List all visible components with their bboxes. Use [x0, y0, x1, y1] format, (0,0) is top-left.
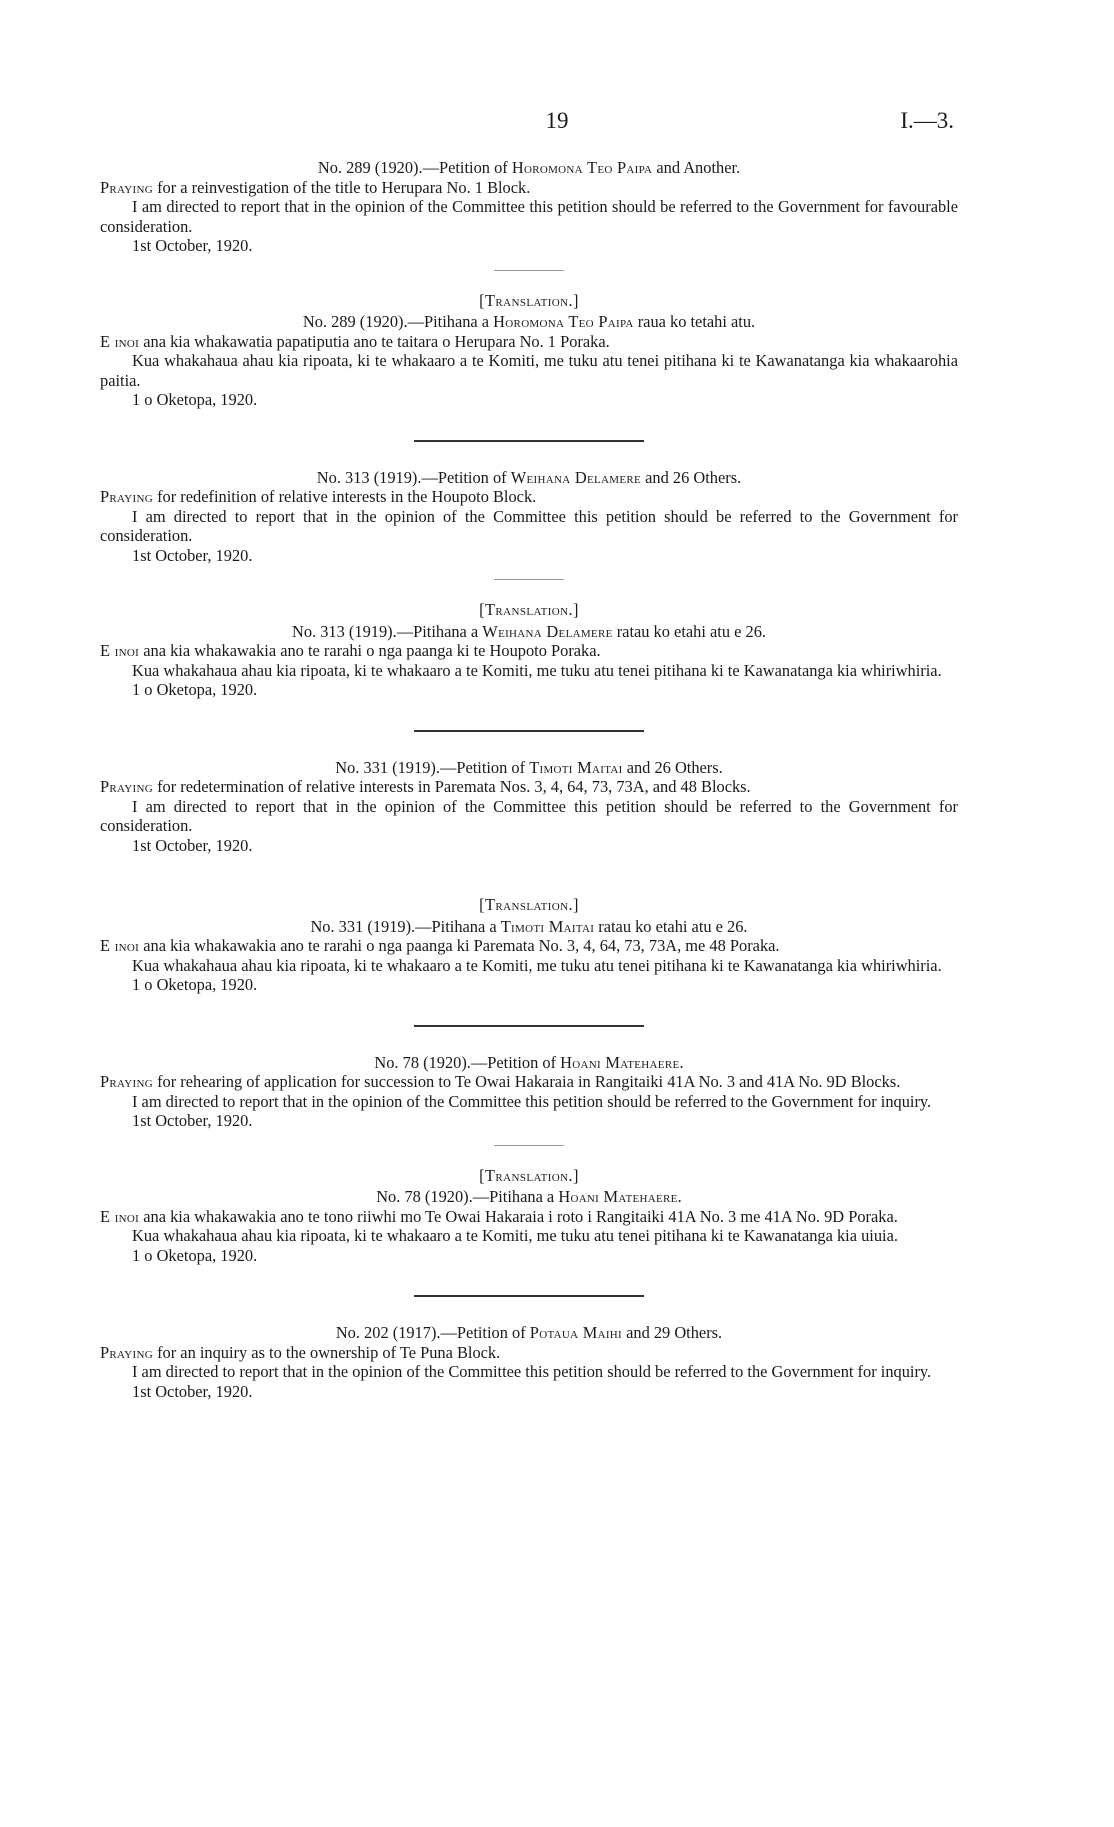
document-reference: I.—3.	[900, 108, 954, 133]
petition-section	[100, 758, 958, 1027]
page-number: 19	[545, 108, 569, 133]
praying-paragraph: Praying for redefinition of relative interests in the Houpoto Block.	[100, 487, 537, 506]
translation-date: 1 o Oketopa, 1920.	[132, 680, 258, 699]
petition-section	[100, 1053, 958, 1298]
translation-title: No. 313 (1919).—Pitihana a Weihana Delamere ratau ko etahi atu e 26.	[292, 621, 766, 641]
translation-praying: E inoi ana kia whakawakia ano te rarahi o nga paanga ki te Houpoto Poraka.	[100, 641, 601, 660]
praying-paragraph: Praying for an inquiry as to the ownership of Te Puna Block.	[100, 1342, 501, 1362]
petition-date: 1st October, 1920.	[132, 835, 253, 855]
translation-praying: E inoi ana kia whakawakia ano te rarahi o nga paanga ki Paremata No. 3, 4, 64, 73, 73A, me 48 Poraka.	[100, 936, 780, 955]
short-divider	[494, 270, 564, 271]
translation-praying: E inoi ana kia whakawakia ano te tono riiwhi mo Te Owai Hakaraia i roto i Rangitaiki 41A No. 3 me 41A No. 9D Poraka.	[100, 1206, 898, 1226]
section-divider	[414, 730, 644, 732]
section-divider	[414, 1295, 644, 1297]
petition-date: 1st October, 1920.	[132, 545, 253, 565]
section-divider	[414, 440, 644, 442]
translation-report: Kua whakahaua ahau kia ripoata, ki te whakaaro a te Komiti, me tuku atu tenei pitihana ki te Kawanatanga kia whiriwhiria.	[132, 660, 942, 680]
translation-report: Kua whakahaua ahau kia ripoata, ki te whakaaro a te Komiti, me tuku atu tenei pitihana ki te Kawanatanga kia whiriwhiria.	[132, 955, 942, 975]
petition-title: No. 289 (1920).—Petition of Horomona Teo Paipa and Another.	[317, 158, 741, 177]
translation-date: 1 o Oketopa, 1920.	[132, 1245, 258, 1265]
petition-title: No. 202 (1917).—Petition of Potaua Maihi and 29 Others.	[335, 1323, 723, 1342]
translation-label: [Translation.]	[479, 600, 579, 619]
petition-title: No. 313 (1919).—Petition of Weihana Delamere and 26 Others.	[316, 467, 742, 487]
petition-section	[100, 468, 958, 732]
petition-date: 1st October, 1920.	[132, 1111, 253, 1130]
report-paragraph: I am directed to report that in the opinion of the Committee this petition should be referred to the Government for consideration.	[100, 506, 958, 545]
translation-label: [Translation.]	[479, 895, 579, 914]
translation-date: 1 o Oketopa, 1920.	[132, 975, 258, 994]
translation-report: Kua whakahaua ahau kia ripoata, ki te whakaaro a te Komiti, me tuku atu tenei pitihana ki te Kawanatanga kia whakaarohia paitia.	[100, 351, 958, 390]
petition-section	[100, 158, 958, 442]
petition-title: No. 78 (1920).—Petition of Hoani Matehaere.	[374, 1052, 684, 1072]
petition-date: 1st October, 1920.	[132, 236, 253, 255]
praying-paragraph: Praying for redetermination of relative interests in Paremata Nos. 3, 4, 64, 73, 73A, and 48 Blocks.	[100, 777, 751, 796]
petition-section	[100, 1323, 958, 1401]
report-paragraph: I am directed to report that in the opinion of the Committee this petition should be referred to the Government for inquiry.	[132, 1091, 932, 1111]
short-divider	[494, 579, 564, 580]
translation-date: 1 o Oketopa, 1920.	[132, 390, 258, 409]
report-paragraph: I am directed to report that in the opinion of the Committee this petition should be referred to the Government for inquiry.	[132, 1362, 932, 1381]
page-header	[0, 108, 1114, 138]
translation-title: No. 78 (1920).—Pitihana a Hoani Matehaere.	[376, 1187, 682, 1206]
translation-title: No. 331 (1919).—Pitihana a Timoti Maitai ratau ko etahi atu e 26.	[310, 916, 748, 936]
translation-praying: E inoi ana kia whakawatia papatiputia ano te taitara o Herupara No. 1 Poraka.	[100, 331, 610, 351]
document-body	[100, 158, 958, 1401]
praying-paragraph: Praying for rehearing of application for succession to Te Owai Hakaraia in Rangitaiki 41A No. 3 and 41A No. 9D Blocks.	[100, 1072, 901, 1091]
report-paragraph: I am directed to report that in the opinion of the Committee this petition should be referred to the Government for favourable consideration.	[100, 197, 958, 236]
translation-label: [Translation.]	[479, 290, 579, 310]
translation-title: No. 289 (1920).—Pitihana a Horomona Teo Paipa raua ko tetahi atu.	[302, 312, 756, 331]
report-paragraph: I am directed to report that in the opinion of the Committee this petition should be referred to the Government for consideration.	[100, 796, 958, 835]
translation-label: [Translation.]	[479, 1165, 579, 1185]
petition-title: No. 331 (1919).—Petition of Timoti Maitai and 26 Others.	[335, 757, 723, 777]
section-divider	[414, 1025, 644, 1027]
short-divider	[494, 1145, 564, 1146]
praying-paragraph: Praying for a reinvestigation of the title to Herupara No. 1 Block.	[100, 177, 531, 197]
petition-date: 1st October, 1920.	[132, 1381, 253, 1401]
translation-report: Kua whakahaua ahau kia ripoata, ki te whakaaro a te Komiti, me tuku atu tenei pitihana ki te Kawanatanga kia uiuia.	[132, 1226, 898, 1245]
